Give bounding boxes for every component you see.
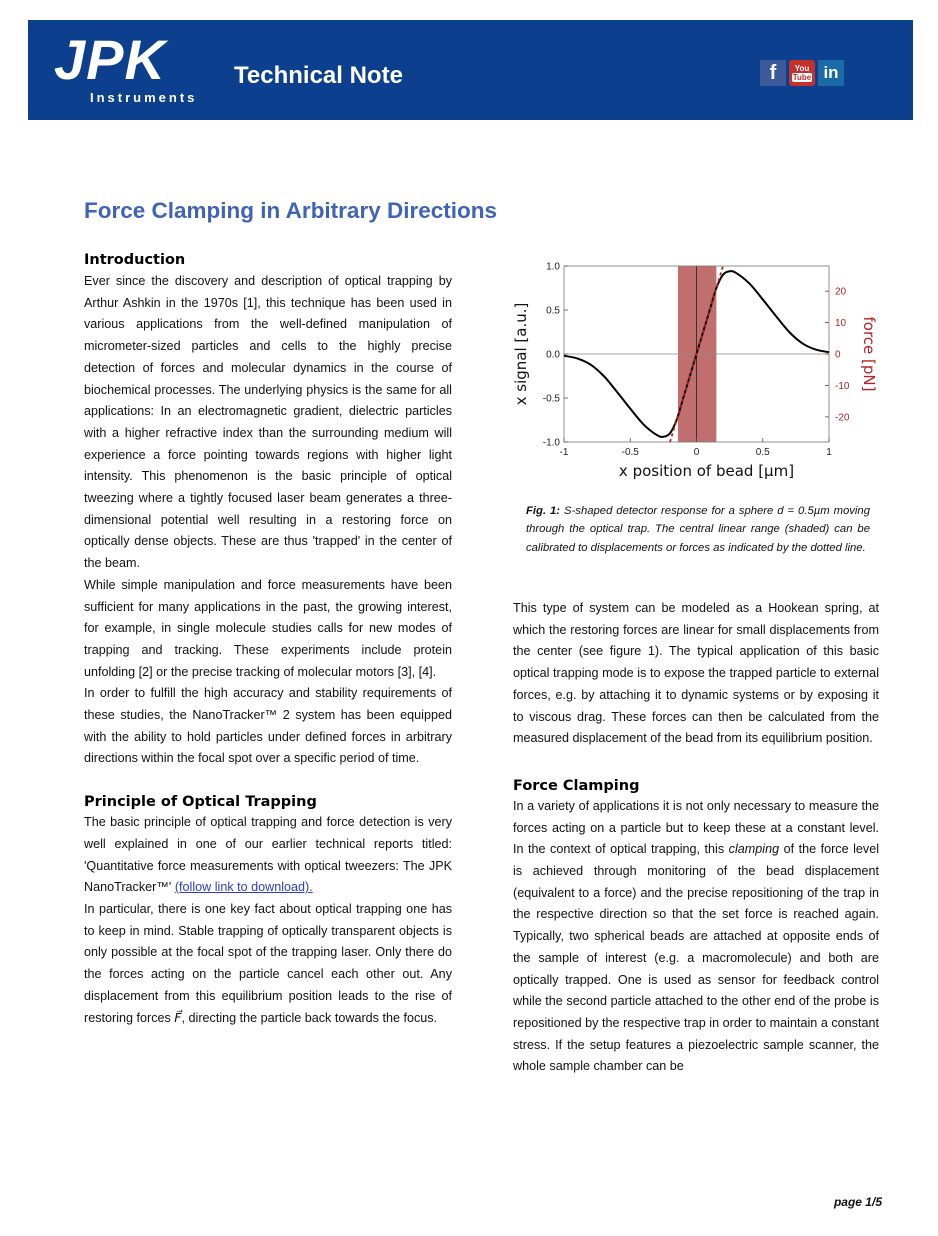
principle-paragraph-1-text: The basic principle of optical trapping and force detection is very well explained in one of our earlier technical reports titled: 'Quantitative force measurements with optical tweezers: The JPK NanoTracker™'	[84, 815, 452, 895]
y-axis-label: x signal [a.u.]	[512, 302, 530, 406]
figure-caption-text: S-shaped detector response for a sphere d = 0.5µm moving through the optical trap. The central linear range (shaded) can be calibrated to displacements or forces as indicated by the dotted line.	[526, 505, 870, 554]
page-number: page 1/5	[833, 1195, 882, 1209]
banner-title: Technical Note	[234, 62, 403, 89]
x-tick-label: 1	[826, 447, 832, 458]
header-banner	[28, 20, 913, 120]
principle-paragraph-2-text: In particular, there is one key fact about optical trapping one has to keep in mind. Stable trapping of optically transparent objects is only possible at the focal spot of the trapping laser. Only there do the forces acting on the particle cancel each other out. Any displacement from this equilibrium position leads to the rise of restoring forces	[84, 901, 452, 1025]
force-vector-symbol: F⃗	[174, 1010, 182, 1025]
social-links	[760, 60, 844, 86]
youtube-icon[interactable]	[789, 60, 815, 86]
force-clamping-text-a: In a variety of applications it is not only necessary to measure the forces acting on a particle but to keep these at a constant level. In the context of optical trapping, this	[513, 798, 879, 857]
force-clamping-text-b: of the force level is achieved through monitoring of the bead displacement (equivalent to a force) and the precise repositioning of the trap in the respective direction so that the set force is reached again. Typically, two spherical beads are attached at opposite ends of the sample of interest (e.g. a macromolecule) and both are optically trapped. One is used as sensor for feedback control while the second particle attached to the other end of the probe is repositioned by the respective trap in order to maintain a constant stress. If the setup features a piezoelectric sample scanner, the whole sample chamber can be	[513, 842, 880, 1074]
y-tick-label: 0.0	[546, 349, 560, 361]
download-link[interactable]: (follow link to download).	[174, 880, 313, 895]
x-tick-label: -0.5	[621, 447, 639, 458]
y2-tick-label: 0	[835, 349, 841, 361]
y2-tick-label: 20	[835, 286, 847, 298]
principle-paragraph-2-end: , directing the particle back towards the focus.	[181, 1010, 438, 1025]
introduction-heading: Introduction	[84, 252, 186, 268]
clamping-emphasis: clamping	[728, 842, 780, 857]
y2-tick-label: -10	[835, 380, 850, 392]
hookean-paragraph: This type of system can be modeled as a Hookean spring, at which the restoring forces are linear for small displacements from the center (see figure 1). The typical application of this basic optical trapping mode is to expose the trapped particle to external forces, e.g. by attaching it to dynamic systems or by exposing it to viscous drag. These forces can then be calculated from the measured displacement of the bead from its equilibrium position.	[513, 601, 879, 746]
youtube-tube-text: Tube	[792, 73, 812, 82]
x-tick-label: 0.5	[755, 447, 770, 458]
y2-tick-label: -20	[835, 412, 850, 424]
introduction-paragraph-2: While simple manipulation and force measurements have been sufficient for many applications in the past, the growing interest, for example, in single molecule studies calls for new modes of trapping and tracking. These experiments include protein unfolding [2] or the precise tracking of molecular motors [3], [4].	[84, 577, 452, 679]
left-column	[84, 250, 452, 1029]
y-tick-label: -1.0	[542, 437, 560, 449]
y-tick-label: 0.5	[546, 305, 560, 317]
force-clamping-paragraph	[513, 796, 879, 1078]
y-tick-label: -0.5	[542, 393, 560, 405]
detector-response-chart	[512, 256, 878, 480]
principle-heading: Principle of Optical Trapping	[84, 794, 317, 811]
facebook-icon[interactable]: f	[760, 60, 786, 86]
x-tick-label: 0	[693, 447, 700, 458]
jpk-logo-subtitle: Instruments	[90, 90, 198, 105]
figure-caption	[526, 502, 870, 557]
x-tick-label: -1	[559, 447, 569, 458]
right-column	[513, 598, 879, 1078]
y-tick-label: 1.0	[546, 261, 560, 273]
y2-tick-label: 10	[835, 318, 847, 330]
principle-paragraph-2	[84, 899, 452, 1029]
introduction-paragraph-3: In order to fulfill the high accuracy and stability requirements of these studies, the NanoTracker™ 2 system has been equipped with the ability to hold particles under defined forces in arbitrary directions within the focal spot over a specific period of time.	[84, 686, 452, 766]
force-clamping-heading: Force Clamping	[513, 777, 640, 794]
x-axis-label: x position of bead [µm]	[618, 462, 795, 480]
y2-axis-label: force [pN]	[860, 316, 878, 392]
youtube-you-text: You	[794, 64, 810, 73]
document-title: Force Clamping in Arbitrary Directions	[84, 198, 497, 223]
jpk-logo: JPK	[54, 28, 166, 91]
linkedin-icon[interactable]: in	[818, 60, 844, 86]
principle-paragraph-1	[84, 812, 452, 899]
figure-caption-label: Fig. 1:	[526, 505, 561, 517]
introduction-paragraph-1: Ever since the discovery and description of optical trapping by Arthur Ashkin in the 1970s [1], this technique has been used in various applications from the well-defined manipulation of micrometer-sized particles and cells to the highly precise detection of forces and molecular dynamics in the course of biochemical processes. The underlying physics is the same for all applications: In an electromagnetic gradient, dielectric particles with a higher refractive index than the surrounding medium will experience a force pointing towards regions with higher light intensity. This phenomenon is the basic principle of optical tweezing where a tightly focused laser beam generates a three-dimensional potential well resulting in a restoring force on optically dense objects. These are thus 'trapped' in the center of the beam.	[84, 274, 452, 571]
